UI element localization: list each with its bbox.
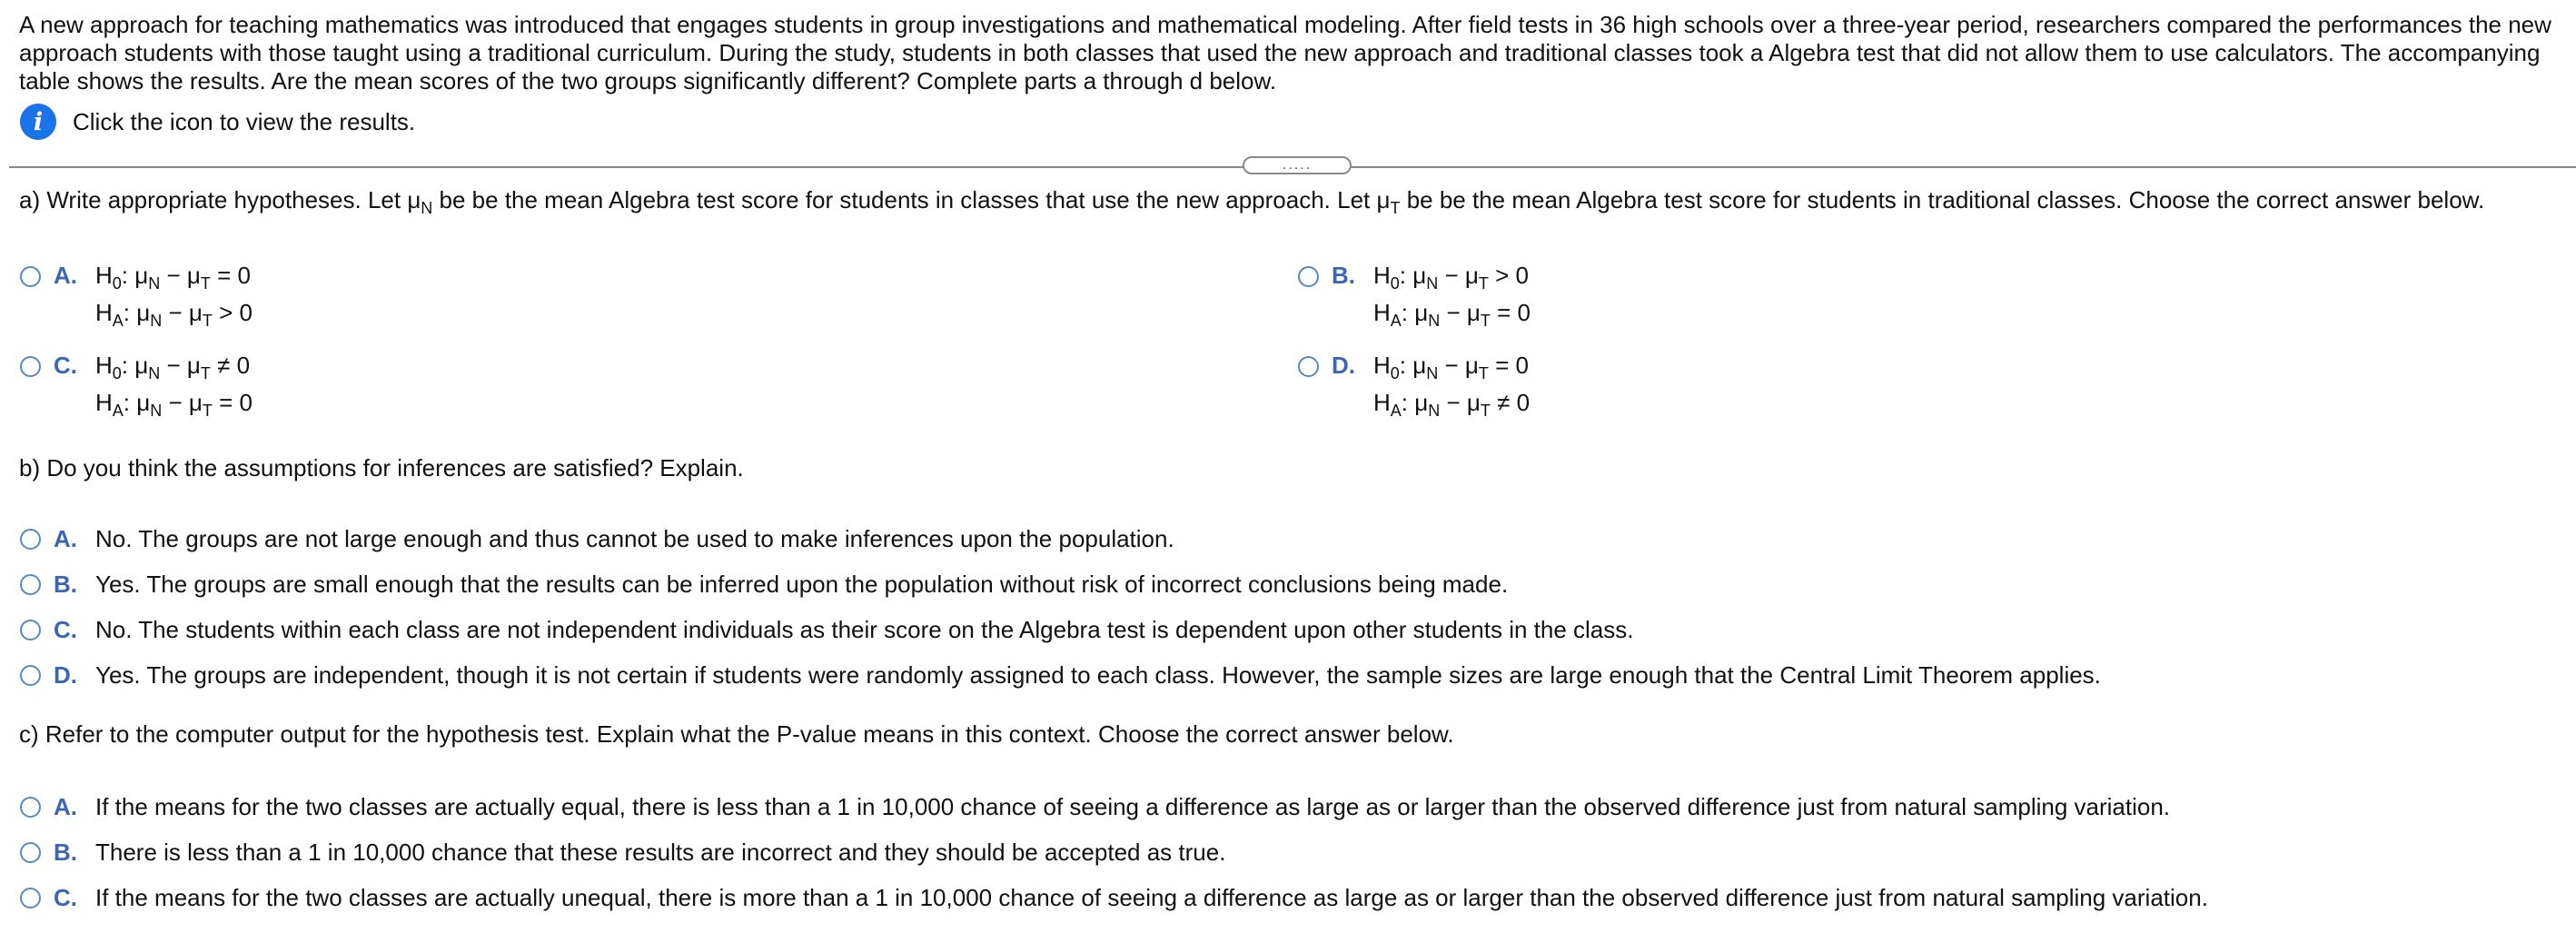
radio-button[interactable]: [20, 797, 41, 818]
option-letter: C.: [54, 884, 77, 911]
option-letter: D.: [54, 661, 77, 689]
option-text: Yes. The groups are small enough that the results can be inferred upon the population without risk of incorrect conclusions being made.: [95, 571, 1509, 598]
radio-button[interactable]: [20, 842, 41, 863]
option-text: There is less than a 1 in 10,000 chance that these results are incorrect and they should be accepted as true.: [95, 839, 1226, 866]
null-hypothesis: $H_0$: $\mu_N - \mu_T \ne 0$: [95, 352, 251, 382]
part-b-question: b) Do you think the assumptions for inferences are satisfied? Explain.: [19, 454, 744, 481]
option-text: No. The students within each class are not independent individuals as their score on the Algebra test is dependent upon other students in the class.: [95, 616, 1634, 643]
part-a-option-c[interactable]: [20, 352, 253, 422]
null-hypothesis: $H_0$: $\mu_N - \mu_T = 0$: [95, 262, 251, 293]
option-text: If the means for the two classes are actually equal, there is less than a 1 in 10,000 chance of seeing a difference as large as or larger than the observed difference just from natural sampling variation.: [95, 793, 2171, 820]
option-letter: A.: [54, 525, 77, 552]
null-hypothesis: $H_0$: $\mu_N - \mu_T = 0$: [1373, 352, 1529, 382]
info-icon[interactable]: i: [20, 104, 56, 140]
radio-button[interactable]: [20, 574, 41, 595]
option-letter: C.: [54, 352, 77, 379]
alternative-hypothesis: $H_A$: $\mu_N - \mu_T \ne 0$: [1373, 389, 1531, 420]
option-text: If the means for the two classes are actually unequal, there is more than a 1 in 10,000 chance of seeing a difference as large as or larger than the observed difference just from natural sampling variation.: [95, 884, 2208, 911]
radio-button[interactable]: [20, 356, 41, 377]
option-letter: A.: [54, 262, 77, 289]
part-c-option-b[interactable]: [20, 839, 1225, 867]
view-results-label: Click the icon to view the results.: [73, 107, 416, 135]
radio-button[interactable]: [20, 620, 41, 640]
part-a-option-a[interactable]: [20, 262, 253, 332]
radio-button[interactable]: [20, 665, 41, 686]
option-text: No. The groups are not large enough and thus cannot be used to make inferences upon the population.: [95, 525, 1174, 552]
view-results-link[interactable]: [20, 104, 415, 140]
radio-button[interactable]: [20, 266, 41, 287]
part-c-option-c[interactable]: [20, 884, 2208, 912]
part-b-option-b[interactable]: [20, 571, 1508, 599]
option-text: Yes. The groups are independent, though it is not certain if students were randomly assigned to each class. However, the sample sizes are large enough that the Central Limit Theorem applies.: [95, 661, 2101, 689]
part-a-option-b[interactable]: [1298, 262, 1531, 332]
radio-button[interactable]: [20, 529, 41, 550]
option-letter: C.: [54, 616, 77, 643]
part-c-question: c) Refer to the computer output for the hypothesis test. Explain what the P-value means in this context. Choose the correct answer below.: [19, 720, 1454, 748]
option-letter: B.: [54, 571, 77, 598]
problem-statement: A new approach for teaching mathematics was introduced that engages students in group investigations and mathematical modeling. After field tests in 36 high schools over a three-year period, researchers compared the performances the new approach students with those taught using a traditional curriculum. During the study, students in both classes that used the new approach and traditional classes took a Algebra test that did not allow them to use calculators. The accompanying table shows the results. Are the mean scores of the two groups significantly different? Complete parts a through d below.: [19, 11, 2551, 94]
option-letter: B.: [1332, 262, 1355, 289]
part-a-question: a) Write appropriate hypotheses. Let $\mu_N$ be be the mean Algebra test score for students in classes that use the new approach. Let $\mu_T$ be be the mean Algebra test score for students in traditional classes. Choose the correct answer below.: [19, 186, 2485, 217]
option-letter: D.: [1332, 352, 1355, 379]
part-a-option-d[interactable]: [1298, 352, 1530, 422]
part-b-option-a[interactable]: [20, 525, 1174, 553]
null-hypothesis: $H_0$: $\mu_N - \mu_T > 0$: [1373, 262, 1529, 293]
alternative-hypothesis: $H_A$: $\mu_N - \mu_T = 0$: [1373, 299, 1531, 330]
option-letter: B.: [54, 839, 77, 866]
option-letter: A.: [54, 793, 77, 820]
part-b-option-d[interactable]: [20, 661, 2101, 690]
part-b-option-c[interactable]: [20, 616, 1633, 644]
radio-button[interactable]: [1298, 356, 1319, 377]
alternative-hypothesis: $H_A$: $\mu_N - \mu_T = 0$: [95, 389, 253, 420]
radio-button[interactable]: [20, 888, 41, 908]
expand-collapse-button[interactable]: .....: [1243, 156, 1352, 174]
radio-button[interactable]: [1298, 266, 1319, 287]
alternative-hypothesis: $H_A$: $\mu_N - \mu_T > 0$: [95, 299, 253, 330]
part-c-option-a[interactable]: [20, 793, 2170, 821]
